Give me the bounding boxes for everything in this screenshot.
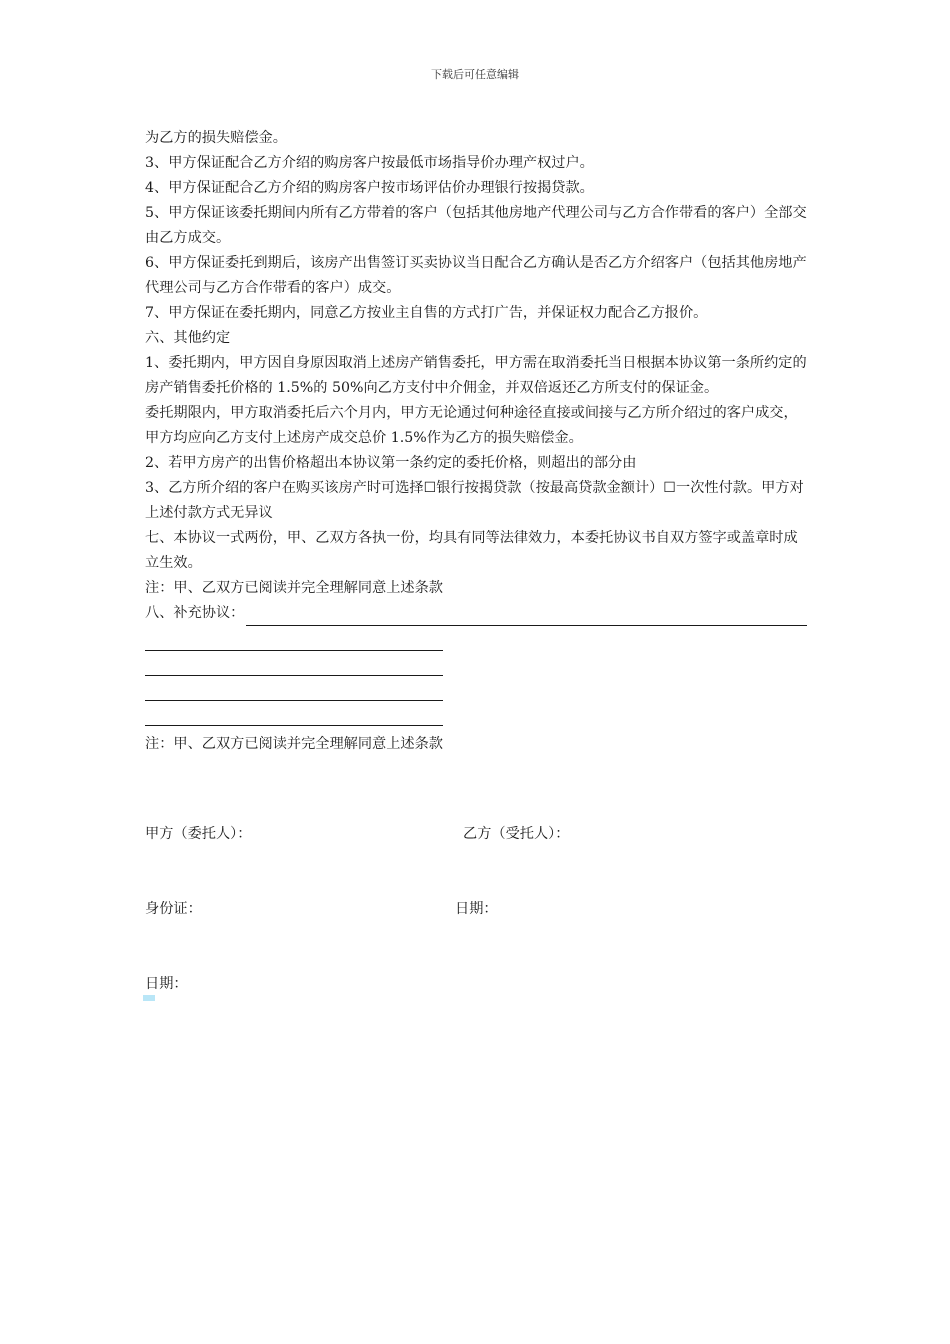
supplement-blank-line[interactable] bbox=[145, 651, 443, 676]
supplement-row bbox=[145, 601, 807, 626]
section-heading: 六、其他约定 bbox=[145, 330, 231, 346]
id-card-label: 身份证： bbox=[145, 901, 202, 917]
paragraph: 3、甲方保证配合乙方介绍的购房客户按最低市场指导价办理产权过户。 bbox=[145, 155, 594, 171]
supplement-blank-line[interactable] bbox=[145, 701, 443, 726]
paragraph: 七、本协议一式两份，甲、乙双方各执一份，均具有同等法律效力，本委托协议书自双方签字或盖章时成立生效。 bbox=[145, 530, 798, 571]
supplement-blank-line[interactable] bbox=[246, 607, 807, 626]
date-label-right: 日期： bbox=[455, 901, 498, 917]
text-cursor-highlight bbox=[143, 995, 155, 1001]
paragraph: 委托期限内，甲方取消委托后六个月内，甲方无论通过何种途径直接或间接与乙方所介绍过的客户成交，甲方均应向乙方支付上述房产成交总价 1.5%作为乙方的损失赔偿金。 bbox=[145, 405, 798, 446]
party-a-label: 甲方（委托人）： bbox=[145, 826, 252, 842]
page-header: 下载后可任意编辑 bbox=[431, 68, 519, 81]
paragraph: 5、甲方保证该委托期间内所有乙方带着的客户（包括其他房地产代理公司与乙方合作带看的客户）全部交由乙方成交。 bbox=[145, 205, 807, 246]
paragraph: 2、若甲方房产的出售价格超出本协议第一条约定的委托价格，则超出的部分由 bbox=[145, 455, 637, 471]
paragraph: 6、甲方保证委托到期后，该房产出售签订买卖协议当日配合乙方确认是否乙方介绍客户（包括其他房地产代理公司与乙方合作带看的客户）成交。 bbox=[145, 255, 807, 296]
note: 注：甲、乙双方已阅读并完全理解同意上述条款 bbox=[145, 736, 443, 752]
supplement-label: 八、补充协议： bbox=[145, 605, 245, 621]
document-body bbox=[145, 126, 807, 757]
supplement-blank-lines bbox=[145, 626, 807, 726]
note: 注：甲、乙双方已阅读并完全理解同意上述条款 bbox=[145, 580, 443, 596]
supplement-blank-line[interactable] bbox=[145, 676, 443, 701]
party-b-label: 乙方（受托人）： bbox=[463, 826, 570, 842]
paragraph: 3、乙方所介绍的客户在购买该房产时可选择☐银行按揭贷款（按最高贷款金额计）☐一次性付款。甲方对上述付款方式无异议 bbox=[145, 480, 804, 521]
paragraph: 1、委托期内，甲方因自身原因取消上述房产销售委托，甲方需在取消委托当日根据本协议第一条所约定的房产销售委托价格的 1.5%的 50%向乙方支付中介佣金，并双倍返还乙方所支付的保证金。 bbox=[145, 355, 807, 396]
paragraph: 7、甲方保证在委托期内，同意乙方按业主自售的方式打广告，并保证权力配合乙方报价。 bbox=[145, 305, 708, 321]
paragraph: 为乙方的损失赔偿金。 bbox=[145, 130, 287, 146]
date-label-left: 日期： bbox=[145, 976, 188, 992]
paragraph: 4、甲方保证配合乙方介绍的购房客户按市场评估价办理银行按揭贷款。 bbox=[145, 180, 594, 196]
supplement-blank-line[interactable] bbox=[145, 626, 443, 651]
